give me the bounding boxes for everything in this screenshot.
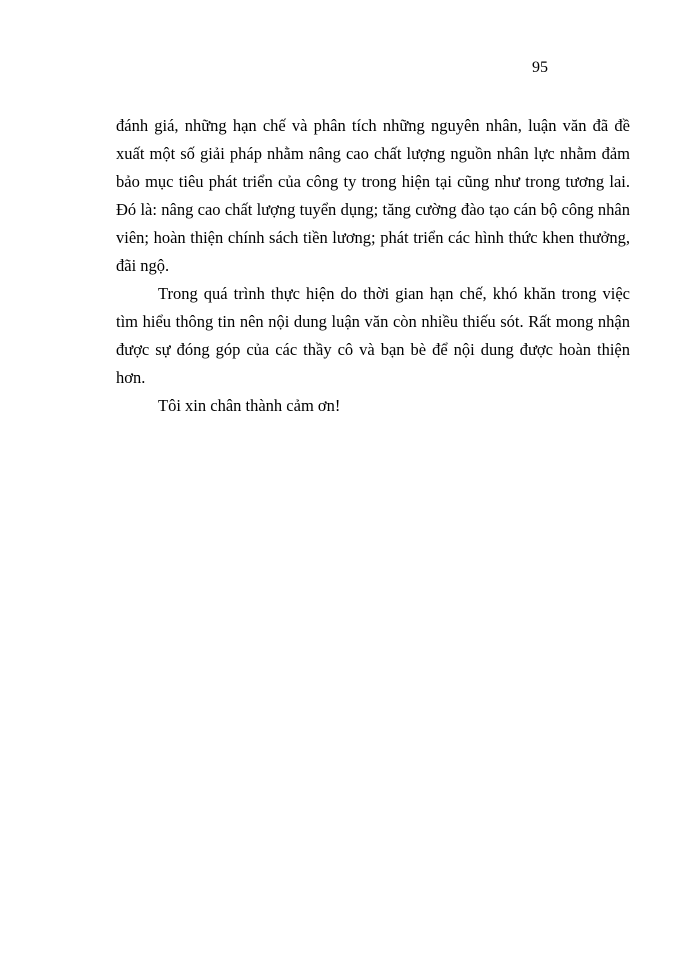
- paragraph-thanks: Tôi xin chân thành cảm ơn!: [158, 396, 341, 415]
- body-text: [116, 112, 630, 420]
- paragraph-limitations: Trong quá trình thực hiện do thời gian hạn chế, khó khăn trong việc tìm hiểu thông tin nên nội dung luận văn còn nhiều thiếu sót. Rất mong nhận được sự đóng góp của các thầy cô và bạn bè để nội dung được hoàn thiện hơn.: [116, 284, 630, 387]
- page-number: 95: [532, 59, 548, 76]
- paragraph-continued: đánh giá, những hạn chế và phân tích những nguyên nhân, luận văn đã đề xuất một số giải pháp nhằm nâng cao chất lượng nguồn nhân lực nhằm đảm bảo mục tiêu phát triển của công ty trong hiện tại cũng như trong tương lai. Đó là: nâng cao chất lượng tuyển dụng; tăng cường đào tạo cán bộ công nhân viên; hoàn thiện chính sách tiền lương; phát triển các hình thức khen thưởng, đãi ngộ.: [116, 116, 630, 275]
